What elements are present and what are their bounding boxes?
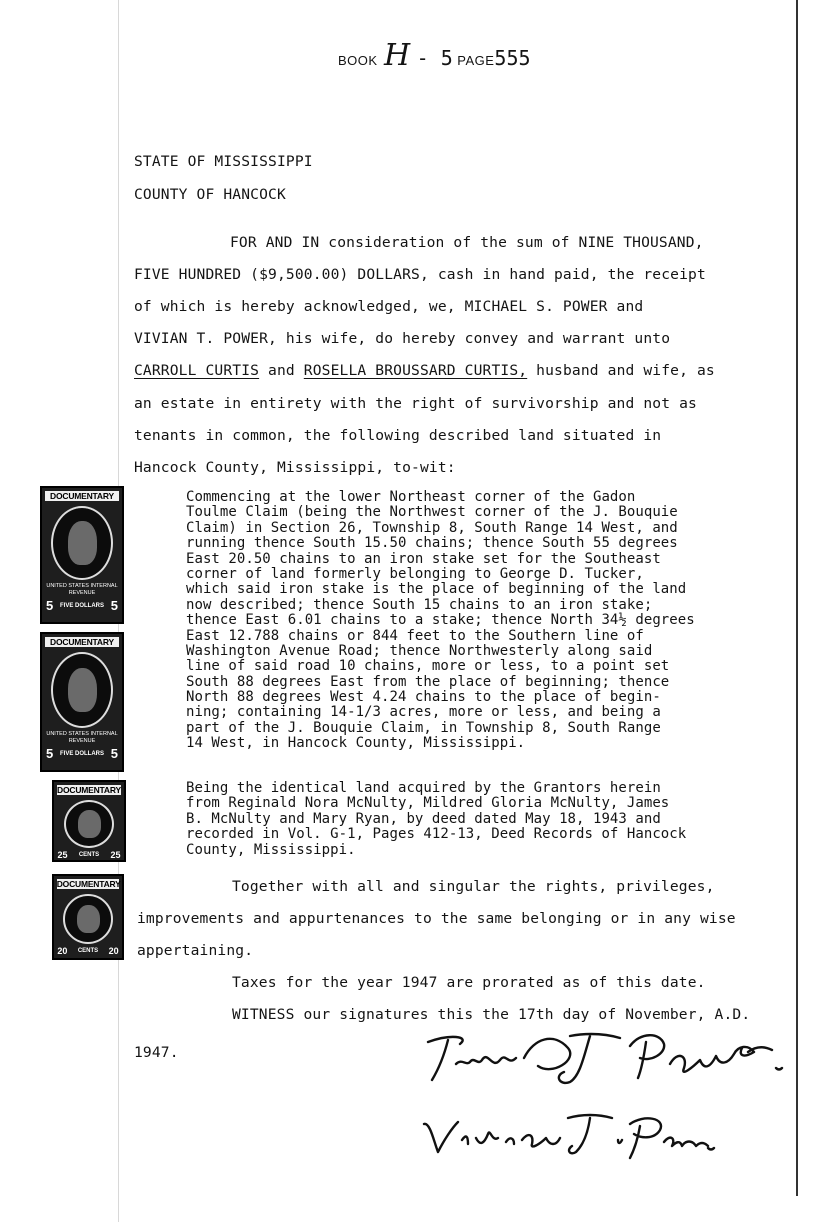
source-line: B. McNulty and Mary Ryan, by deed dated May 18, 1943 and [186, 810, 661, 827]
description-line: North 88 degrees West 4.24 chains to the place of begin- [186, 689, 661, 706]
year-line: 1947. [134, 1044, 179, 1061]
description-line: which said iron stake is the place of beginning of the land [186, 581, 687, 598]
together-line-2: improvements and appurtenances to the same belonging or in any wise [137, 910, 736, 927]
description-line: running thence South 15.50 chains; thence South 55 degrees [186, 535, 678, 552]
revenue-stamp [52, 780, 126, 862]
stamp-denomination-row [57, 946, 118, 956]
stamp-denomination: 20 [57, 946, 68, 956]
description-line: Claim) in Section 26, Township 8, South Range 14 West, and [186, 519, 678, 536]
book-letter: H [384, 38, 411, 73]
stamp-denomination-word: CENTS [78, 852, 100, 858]
stamp-denomination: 5 [46, 598, 54, 613]
stamp-denomination: 20 [108, 946, 119, 956]
together-line-3: appertaining. [137, 942, 254, 959]
description-line: Toulme Claim (being the Northwest corner of the J. Bouquie [186, 504, 678, 521]
stamp-denomination-word: FIVE DOLLARS [59, 750, 104, 757]
intro-line-8: Hancock County, Mississippi, to-wit: [134, 459, 456, 476]
book-page-header [338, 38, 531, 73]
intro-line-4: VIVIAN T. POWER, his wife, do hereby convey and warrant unto [134, 330, 671, 347]
description-line: South 88 degrees East from the place of beginning; thence [186, 673, 670, 690]
intro-line-5 [134, 362, 715, 379]
stamp-denomination: 25 [110, 850, 121, 860]
portrait-icon [68, 668, 97, 713]
intro-line-7: tenants in common, the following described land situated in [134, 427, 662, 444]
stamp-denomination: 5 [110, 598, 118, 613]
stamp-denomination-row [46, 598, 118, 613]
stamp-header: DOCUMENTARY [56, 879, 121, 889]
stamp-agency: UNITED STATES INTERNAL REVENUE [46, 583, 118, 596]
signature-michael-power [420, 1024, 790, 1094]
stamp-portrait-oval [51, 652, 113, 728]
stamp-denomination: 5 [110, 746, 118, 761]
description-line: Washington Avenue Road; thence Northwesterly along said [186, 642, 653, 659]
revenue-stamp [40, 486, 124, 624]
portrait-icon [78, 810, 101, 837]
intro-line-3: of which is hereby acknowledged, we, MICHAEL S. POWER and [134, 298, 644, 315]
stamp-agency: UNITED STATES INTERNAL REVENUE [46, 731, 118, 744]
and-word: and [268, 362, 295, 379]
taxes-line: Taxes for the year 1947 are prorated as of this date. [232, 974, 706, 991]
description-line: corner of land formerly belonging to George D. Tucker, [186, 565, 644, 582]
grantee-2: ROSELLA BROUSSARD CURTIS, [303, 362, 528, 379]
stamp-header: DOCUMENTARY [45, 637, 119, 647]
source-line: Being the identical land acquired by the Grantors herein [186, 780, 661, 796]
stamp-denomination: 25 [57, 850, 68, 860]
description-line: thence East 6.01 chains to a stake; thence North 34½ degrees [186, 612, 695, 629]
together-line-1: Together with all and singular the rights, privileges, [232, 878, 715, 895]
description-line: part of the J. Bouquie Claim, in Township 8, South Range [186, 719, 661, 736]
description-line: East 20.50 chains to an iron stake set for the Southeast [186, 550, 661, 567]
portrait-icon [77, 905, 100, 934]
intro-line-1: FOR AND IN consideration of the sum of NINE THOUSAND, [230, 234, 704, 251]
stamp-denomination: 5 [46, 746, 54, 761]
page-number: 555 [494, 46, 531, 70]
description-line: line of said road 10 chains, more or less, to a point set [186, 658, 670, 675]
stamp-denomination-row [58, 850, 121, 860]
stamp-denomination-word: CENTS [77, 948, 99, 954]
stamp-header: DOCUMENTARY [45, 491, 119, 501]
description-line: 14 West, in Hancock County, Mississippi. [186, 735, 526, 752]
source-paragraph [186, 781, 686, 858]
stamp-header: DOCUMENTARY [57, 785, 121, 795]
signature-vivian-power [418, 1104, 718, 1164]
stamp-denomination-word: FIVE DOLLARS [59, 602, 104, 609]
portrait-icon [68, 521, 97, 564]
page-label: PAGE [457, 53, 495, 68]
state-line: STATE OF MISSISSIPPI [134, 153, 313, 170]
intro-line-2: FIVE HUNDRED ($9,500.00) DOLLARS, cash in hand paid, the receipt [134, 266, 706, 283]
intro-line-6: an estate in entirety with the right of survivorship and not as [134, 395, 697, 412]
stamp-portrait-oval [64, 800, 114, 848]
book-label: BOOK [338, 53, 378, 68]
description-line: now described; thence South 15 chains to an iron stake; [186, 596, 653, 613]
revenue-stamp [52, 874, 124, 960]
intro-line-5-tail: husband and wife, as [536, 362, 715, 379]
source-line: from Reginald Nora McNulty, Mildred Gloria McNulty, James [186, 795, 670, 812]
description-line: ning; containing 14-1/3 acres, more or less, and being a [186, 704, 661, 721]
stamp-portrait-oval [51, 506, 113, 580]
source-line: County, Mississippi. [186, 841, 356, 858]
source-line: recorded in Vol. G-1, Pages 412-13, Deed Records of Hancock [186, 826, 687, 843]
stamp-denomination-row [46, 746, 118, 761]
county-line: COUNTY OF HANCOCK [134, 186, 286, 203]
witness-line: WITNESS our signatures this the 17th day of November, A.D. [232, 1006, 751, 1023]
page-edge-line [796, 0, 798, 1196]
description-line: Commencing at the lower Northeast corner of the Gadon [186, 489, 636, 505]
revenue-stamp [40, 632, 124, 772]
description-line: East 12.788 chains or 844 feet to the Southern line of [186, 627, 644, 644]
stamp-portrait-oval [63, 894, 113, 944]
grantee-1: CARROLL CURTIS [134, 362, 260, 379]
book-number: - 5 [416, 46, 453, 70]
land-description [186, 490, 695, 752]
